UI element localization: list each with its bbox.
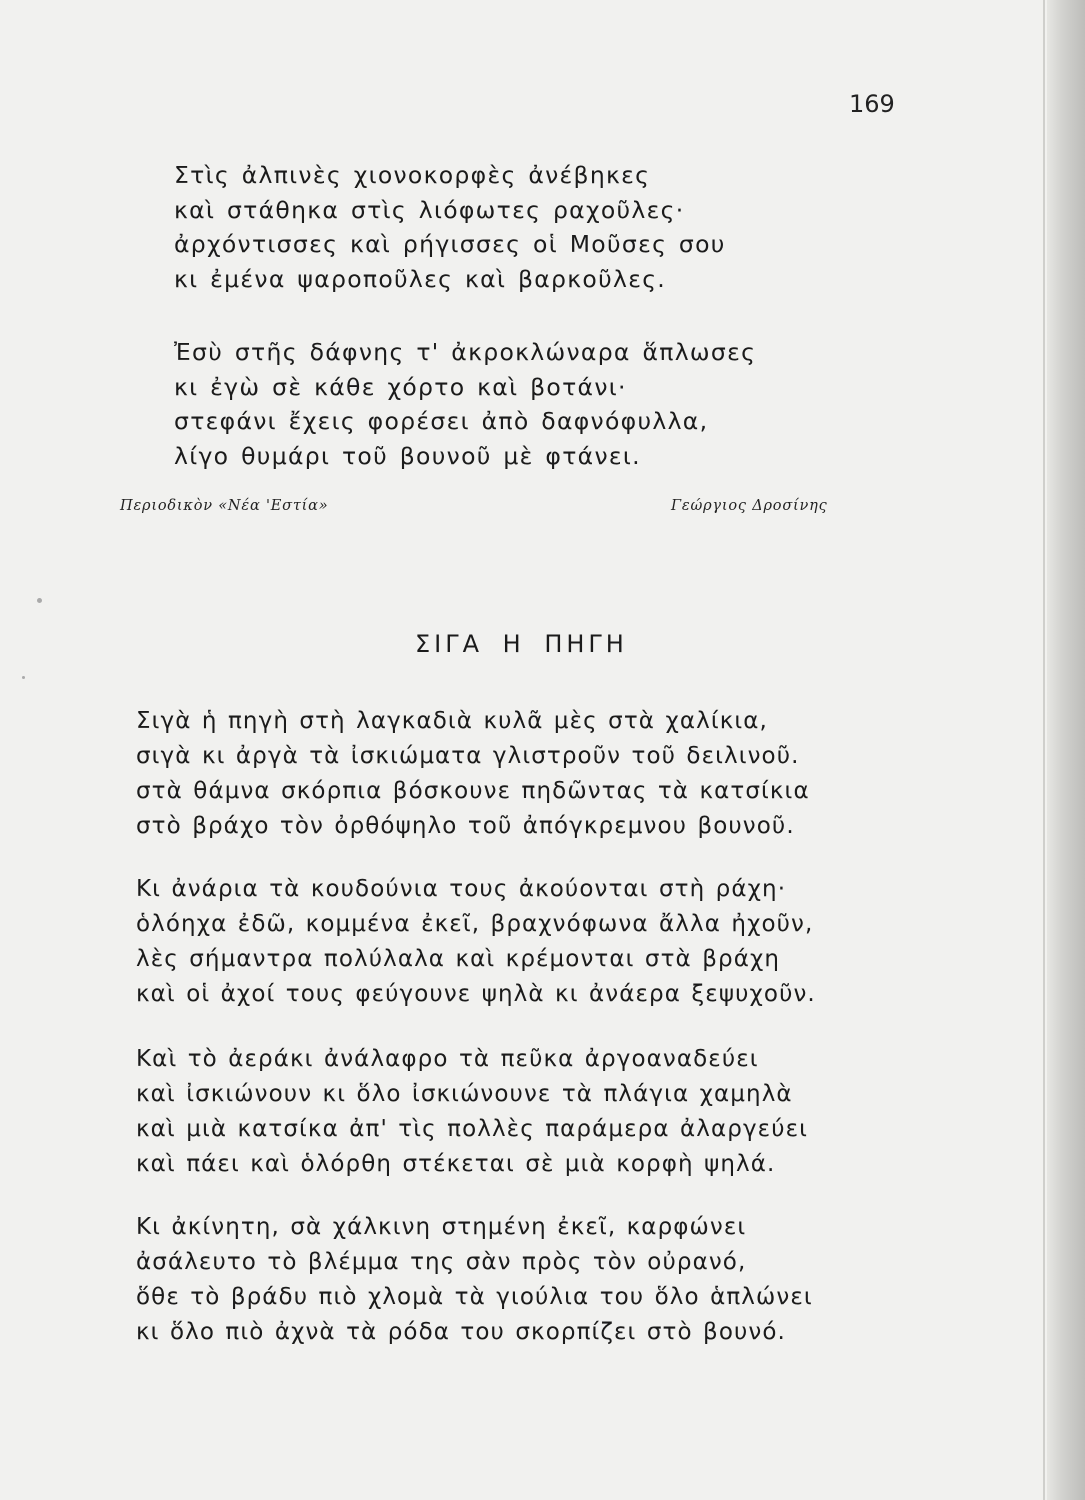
page-edge-line [1043,0,1045,1500]
verse-line: στεφάνι ἔχεις φορέσει ἀπὸ δαφνόφυλλα, [174,407,709,435]
verse-line: Σιγὰ ἡ πηγὴ στὴ λαγκαδιὰ κυλᾶ μὲς στὰ χαλίκια, [136,708,768,734]
poem1-source: Περιοδικὸν «Νέα 'Εστία» [120,498,329,514]
verse-line: λὲς σήμαντρα πολύλαλα καὶ κρέμονται στὰ βράχη [136,946,781,972]
verse-line: καὶ πάει καὶ ὁλόρθη στέκεται σὲ μιὰ κορφὴ ψηλά. [136,1151,776,1177]
poem2-stanza-2 [136,872,816,1012]
poem2-stanza-3 [136,1042,808,1182]
verse-line: καὶ στάθηκα στὶς λιόφωτες ραχοῦλες· [174,195,685,224]
paper-speck [37,598,42,603]
poem1-stanza-2 [174,335,756,473]
verse-line: στὸ βράχο τὸν ὀρθόψηλο τοῦ ἀπόγκρεμνου βουνοῦ. [136,813,795,839]
page-number: 169 [849,90,895,118]
poem1-stanza-1 [174,158,726,296]
verse-line: ἀρχόντισσες καὶ ρήγισσες οἱ Μοῦσες σου [174,230,726,258]
verse-line: ἀσάλευτο τὸ βλέμμα της σὰν πρὸς τὸν οὐρανό, [136,1249,747,1275]
verse-line: Ἐσὺ στῆς δάφνης τ' ἀκροκλώναρα ἅπλωσες [174,338,757,366]
verse-line: καὶ ἰσκιώνουν κι ὅλο ἰσκιώνουνε τὰ πλάγια χαμηλὰ [136,1081,793,1107]
verse-line: Καὶ τὸ ἀεράκι ἀνάλαφρο τὰ πεῦκα ἀργοαναδεύει [136,1046,759,1072]
verse-line: κι ἐγὼ σὲ κάθε χόρτο καὶ βοτάνι· [174,372,627,401]
poem1-author: Γεώργιος Δροσίνης [671,498,828,514]
verse-line: Κι ἀνάρια τὰ κουδούνια τους ἀκούονται στὴ ράχη· [136,876,787,902]
verse-line: Κι ἀκίνητη, σὰ χάλκινη στημένη ἐκεῖ, καρφώνει [136,1214,747,1240]
verse-line: ὅθε τὸ βράδυ πιὸ χλομὰ τὰ γιούλια του ὅλο ἁπλώνει [136,1284,813,1310]
verse-line: σιγὰ κι ἀργὰ τὰ ἰσκιώματα γλιστροῦν τοῦ δειλινοῦ. [136,743,800,769]
poem2-stanza-1 [136,704,810,844]
verse-line: κι ὅλο πιὸ ἀχνὰ τὰ ρόδα του σκορπίζει στὸ βουνό. [136,1319,786,1345]
paper-speck [22,676,25,679]
verse-line: κι ἐμένα ψαροποῦλες καὶ βαρκοῦλες. [174,264,667,293]
poem2-stanza-4 [136,1210,813,1350]
verse-line: Στὶς ἀλπινὲς χιονοκορφὲς ἀνέβηκες [174,161,651,189]
verse-line: λίγο θυμάρι τοῦ βουνοῦ μὲ φτάνει. [174,441,641,470]
poem2-title: ΣΙΓΑ Η ΠΗΓΗ [415,630,628,658]
verse-line: στὰ θάμνα σκόρπια βόσκουνε πηδῶντας τὰ κατσίκια [136,778,810,804]
verse-line: ὁλόηχα ἐδῶ, κομμένα ἐκεῖ, βραχνόφωνα ἄλλα ἠχοῦν, [136,911,814,937]
page-edge [1047,0,1085,1500]
verse-line: καὶ οἱ ἀχοί τους φεύγουνε ψηλὰ κι ἀνάερα ξεψυχοῦν. [136,981,816,1007]
verse-line: καὶ μιὰ κατσίκα ἀπ' τὶς πολλὲς παράμερα ἀλαργεύει [136,1116,809,1142]
